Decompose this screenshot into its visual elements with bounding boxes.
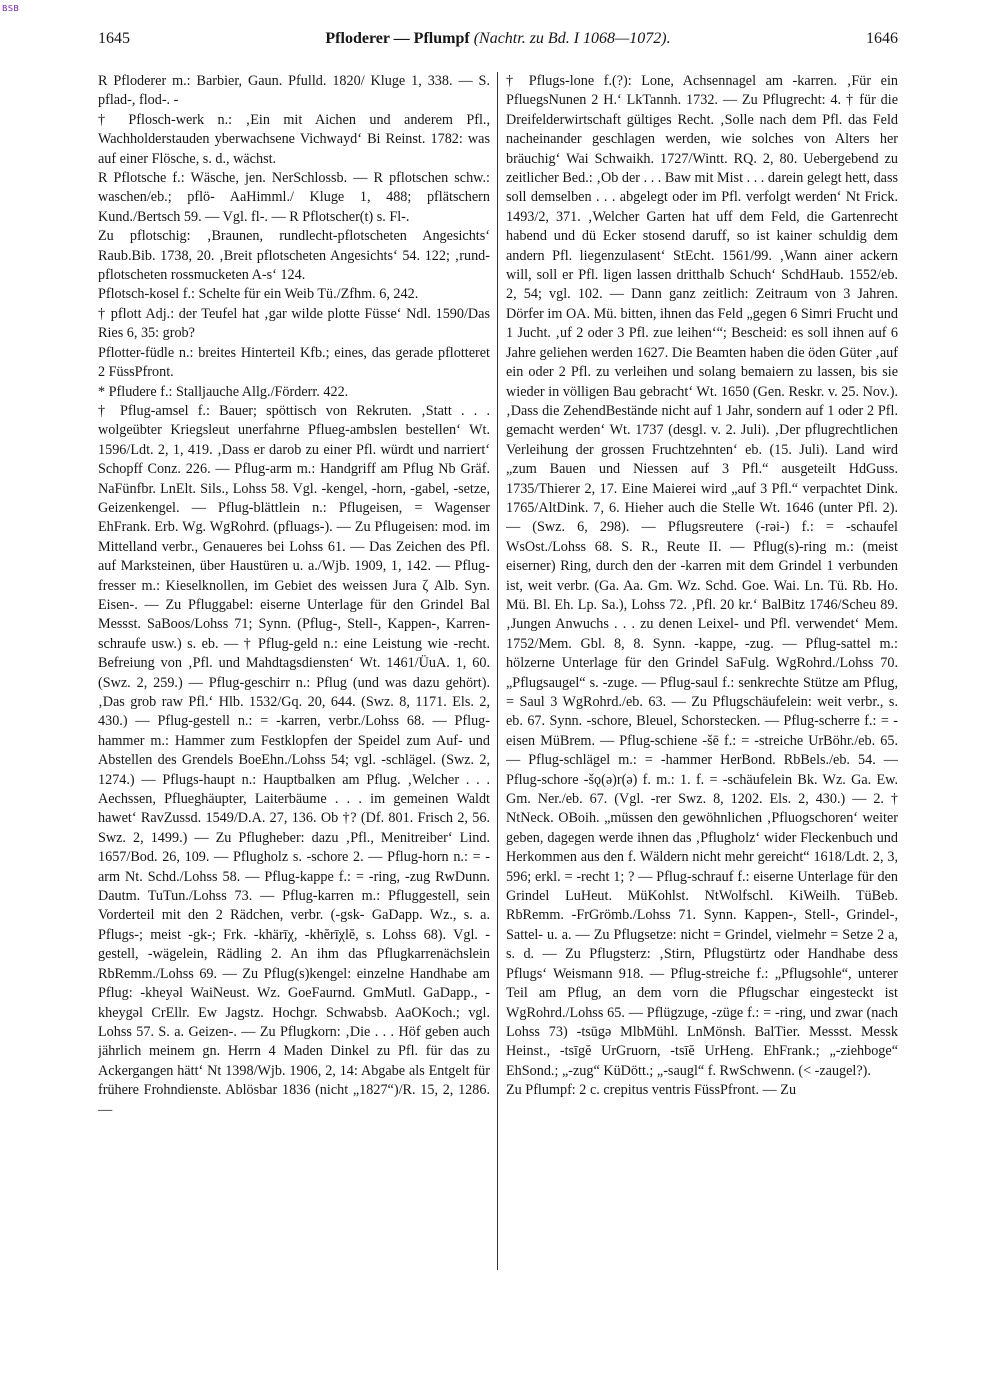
header-title [98, 30, 898, 48]
entry-paragraph: † pflott Adj.: der Teufel hat ‚gar wilde plotte Füsse‘ Ndl. 1590/Das Ries 6, 35: grob? [98, 305, 490, 342]
header-reference: (Nachtr. zu Bd. I 1068—1072). [473, 30, 671, 47]
left-column [98, 72, 490, 1372]
page-number-right: 1646 [866, 30, 898, 47]
library-stamp: BSB [2, 4, 20, 13]
entry-paragraph: * Pfludere f.: Stalljauche Allg./Förderr. 422. [98, 383, 349, 400]
header-headword: Pfloderer — Pflumpf [325, 30, 470, 47]
entry-paragraph: Zu pflotschig: ‚Braunen, rundlecht-pflotscheten Angesichts‘ Raub.Bib. 1738, 20. ‚Breit pflotscheten Angesichts‘ 54. 122; ‚rund-pflotscheten rossmucketen A-s‘ 124. [98, 228, 490, 284]
running-header [98, 30, 898, 54]
entry-paragraph: Pflotter-füdle n.: breites Hinterteil Kfb.; eines, das gerade pflotteret 2 FüssPfront. [98, 344, 490, 381]
entry-paragraph: R Pflotsche f.: Wäsche, jen. NerSchlossb. — R pflotschen schw.: waschen/eb.; pflö- AaHimml./ Kluge 1, 488; pflätschern Kund./Bertsch 59. — Vgl. fl-. — R Pflotscher(t) s. Fl-. [98, 170, 490, 225]
page-number-left: 1645 [98, 30, 130, 47]
entry-paragraph: R Pfloderer m.: Barbier, Gaun. Pfulld. 1820/ Kluge 1, 338. — S. pflad-, flod-. - [98, 73, 490, 109]
column-divider [497, 72, 498, 1270]
entry-paragraph: † Pflugs-lone f.(?): Lone, Achsennagel am -karren. ‚Für ein PfluegsNunen 2 H.‘ LkTannh. 1732. — Zu Pflugrecht: 4. † für die Dreifelderwirtschaft gültiges Recht. ‚Solle nach dem Pfl. das Feld nacheinander geschlagen werden, wie solches von Alters her bräuchig‘ Wai Schwaikh. 1727/Wintt. RQ. 2, 80. Uebergebend zu zeitlicher Bed.: ‚Ob der . . . Baw mit Mist . . . darein gelegt hett, dass soll demselben . . . abgelegt oder im Pfl. verfolgt werden‘ Nt Frick. 1493/2, 371. ‚Welcher Garten hat uff dem Feld, die Gartenrecht habend und dü Ecker stosend daruff, so ist kainer schuldig dem andern Pfl. liegenzulasent‘ StEcht. 1561/99. ‚Wann ainer ackern will, soll er Pfl. ligen lassen dritthalb Schuch‘ SchdHaub. 1552/eb. 2, 54; vgl. 102. — Dann ganz zeitlich: Zeitraum von 3 Jahren. Dörfer im OA. Mü. bitten, ihnen das Feld „gegen 6 Simri Frucht und 1 Jucht. ‚uf 2 oder 3 Pfl. zue leihen‘“; Bescheid: es soll ihnen auf 6 Jahre geliehen werden 1627. Die Beamten haben die öden Güter ‚auf ein oder 2 Pfl. zu verleihen und solang bemaiern zu lassen, bis sie wieder in völligen Bau gebracht‘ Wt. 1650 (Gen. Reskr. v. 25. Nov.). ‚Dass die ZehendBestände nicht auf 1 Jahr, sondern auf 1 oder 2 Pfl. gemacht werden‘ Wt. 1737 (desgl. v. 2. Juli). ‚Der pflugrechtlichen Verleihung der grossen Fruchtzehnten‘ eb. (15. Juli). Land wird „zum Bauen und Niessen auf 3 Pfl.“ ausgeteilt HdGuss. 1735/Thierer 2, 17. Eine Maierei wird „auf 3 Pfl.“ verpachtet Dink. 1765/AltDink. 7, 6. Hieher auch die Stelle Wt. 1646 (unter Pfl. 2). — (Swz. 6, 298). — Pflugsreutere (-rəi-) f.: = -schaufel WsOst./Lohss 68. S. R., Reute II. — Pflug(s)-ring m.: (meist eiserner) Ring, durch den der -karren mit dem Grindel 1 verbunden ist, weit verbr. (Ga. Aa. Gm. Wz. Schd. Goe. Wai. Ln. Tü. Rb. Ho. Mü. Bl. Eh. Lp. Sa.), Lohss 72. ‚Pfl. 20 kr.‘ BalBitz 1746/Scheu 89. ‚Jungen Anwuchs . . . zu denen Leixel- und Pfl. verwendet‘ Mem. 1752/Mem. Gbl. 8, 8. Synn. -kappe, -zug. — Pflug-sattel m.: hölzerne Unterlage für den Grindel SaFulg. WgRohrd./Lohss 70. „Pflugsaugel“ s. -zuge. — Pflug-saul f.: senkrechte Stütze am Pflug, = Saul 3 WgRohrd./eb. 63. — Zu Pflugschäufelein: weit verbr., s. eb. 67. Synn. -schore, Bleuel, Schorstecken. — Pflug-scherre f.: = -eisen MüBrem. — Pflug-schiene -šē f.: = -streiche UrBöhr./eb. 65. — Pflug-schlägel m.: = -hammer HerBond. RbBels./eb. 54. — Pflug-schore -šǫ(ə)r(ə) f. m.: 1. f. = -schäufelein Bk. Wz. Ga. Ew. Gm. Ner./eb. 67. (Vgl. -rer Swz. 8, 1202. Els. 2, 430.) — 2. † NtNeck. OBoih. „müssen den gewöhnlichen ‚Pfluogschoren‘ weiter geben, dagegen werde ihnen das ‚Pflugholz‘ wider Fleckenbuch und Herkommen aus den f. Wäldern nicht mehr gereicht“ 1618/Ldt. 2, 3, 596; erkl. = -recht 1; ? — Pflug-schrauf f.: eiserne Unterlage für den Grindel LuHeut. MüKohlst. NtWolfschl. KiWeilh. TüBeb. RbRemm. -FrGrömb./Lohss 71. Synn. Kappen-, Stell-, Grindel-, Sattel- u. a. — Zu Pflugsetze: nicht = Grindel, vielmehr = Setze 2 a, s. d. — Zu Pflugsterz: ‚Stirn, Pflugstürtz oder Handhabe dess Pflugs‘ Weismann 918. — Pflug-streiche f.: „Pflugsohle“, unterer Teil am Pflug, an dem vorn die Pflugschar eingesteckt ist WgRohrd./Lohss 65. — Pflügzuge, -züge f.: = -ring, und zwar (nach Lohss 73) -tsūgə MlbMühl. LnMönsh. BalTier. Messst. Messk Heinst., -tsīgĕ UrGruorn, -tsīĕ UrHeng. EhFrank.; „-ziehboge“ EhSond.; „-zug“ KüDött.; „-saugl“ f. RwSchwenn. (< -zaugel?). [506, 73, 898, 1079]
entry-paragraph: Pflotsch-kosel f.: Schelte für ein Weib Tü./Zfhm. 6, 242. [98, 286, 419, 303]
entry-paragraph: Zu Pflumpf: 2 c. crepitus ventris FüssPfront. — Zu [506, 1082, 797, 1099]
right-column [506, 72, 898, 1372]
entry-paragraph: † Pflosch-werk n.: ‚Ein mit Aichen und anderem Pfl., Wachholderstauden yberwachsene Vichwayd‘ Bi Reinst. 1782: was auf einer Flösche, s. d., wächst. [98, 111, 490, 167]
entry-paragraph: † Pflug-amsel f.: Bauer; spöttisch von Rekruten. ‚Statt . . . wolgeübter Kriegsleut unerfahrne Pflueg-ambslen bestellen‘ Wt. 1596/Ldt. 2, 1, 419. ‚Dass er darob zu einer Pfl. würdt und narriert‘ Schopff Conz. 226. — Pflug-arm m.: Handgriff am Pflug Nb Gräf. NaFünfbr. LnElt. Sils., Lohss 58. Vgl. -kengel, -horn, -gabel, -setze, Geizenkengel. — Pflug-blättlein n.: Pflugeisen, = Wagenser EhFrank. Erb. Wg. WgRohrd. (pfluags-). — Zu Pflugeisen: mod. im Mittelland verbr., Genaueres bei Lohss 61. — Das Zeichen des Pfl. auf Marksteinen, über Haustüren u. a./Wjb. 1909, 1, 142. — Pflug-fresser m.: Kieselknollen, im Gebiet des weissen Jura ζ Alb. Syn. Eisen-. — Zu Pfluggabel: eiserne Unterlage für den Grindel Bal Messst. SaBoos/Lohss 71; Synn. (Pflug-, Stell-, Kappen-, Karren-schraufe usw.) s. eb. — † Pflug-geld n.: eine Leistung wie -recht. Befreiung von ‚Pfl. und Mahdtagsdiensten‘ Wt. 1461/ÜuA. 1, 60. (Swz. 2, 259.) — Pflug-geschirr n.: Pflug (und was dazu gehört). ‚Das grob raw Pfl.‘ Hlb. 1532/Gq. 20, 644. (Swz. 8, 1171. Els. 2, 430.) — Pflug-gestell n.: = -karren, verbr./Lohss 68. — Pflug-hammer m.: Hammer zum Festklopfen der Speidel zum Auf- und Abstellen des Grendels BoeEhn./Lohss 54; vgl. -schlägel. (Swz. 2, 1274.) — Pflugs-haupt n.: Hauptbalken am Pflug. ‚Welcher . . . Aechssen, Pflueghäupter, Laiterbäume . . . im gemeinen Waldt hawet‘ RavZussd. 1549/D.A. 27, 136. Ob †? (Df. 801. Frisch 2, 56. Swz. 2, 1499.) — Zu Pflugheber: dazu ‚Pfl., Menitreiber‘ Lind. 1657/Bod. 26, 109. — Pflugholz s. -schore 2. — Pflug-horn n.: = -arm Nt. Schd./Lohss 58. — Pflug-kappe f.: = -ring, -zug RwDunn. Dautm. TuTun./Lohss 73. — Pflug-karren m.: Pfluggestell, sein Vorderteil mit den 2 Rädchen, verbr. (-gsk- GaDapp. Wz., s. a. Pflugs-; meist -gk-; Frk. -khärīχ, -khĕrīχlĕ, s. Lohss 68). Vgl. -gestell, -wägelein, Rädling 2. An ihm das Pflugkarrenächslein RbRemm./Lohss 69. — Zu Pflug(s)kengel: einzelne Handhabe am Pflug: -kheyəl WaiNeust. Wz. GoeFaurnd. GmMutl. GaDapp., -kheygəl CrEllr. Ew Jagstz. Hochgr. Schwabsb. AaOKoch.; vgl. Lohss 57. S. a. Geizen-. — Zu Pflugkorn: ‚Die . . . Höf geben auch jährlich meinem gn. Herrn 4 Maden Dinkel zu Pfl. für das zu Ackergangen hätt‘ Nt 1398/Wjb. 1906, 2, 14: Abgabe als Entgelt für frühere Frohndienste. Ablösbar 1836 (nicht „1827“)/R. 15, 2, 1286. — [98, 402, 490, 1118]
